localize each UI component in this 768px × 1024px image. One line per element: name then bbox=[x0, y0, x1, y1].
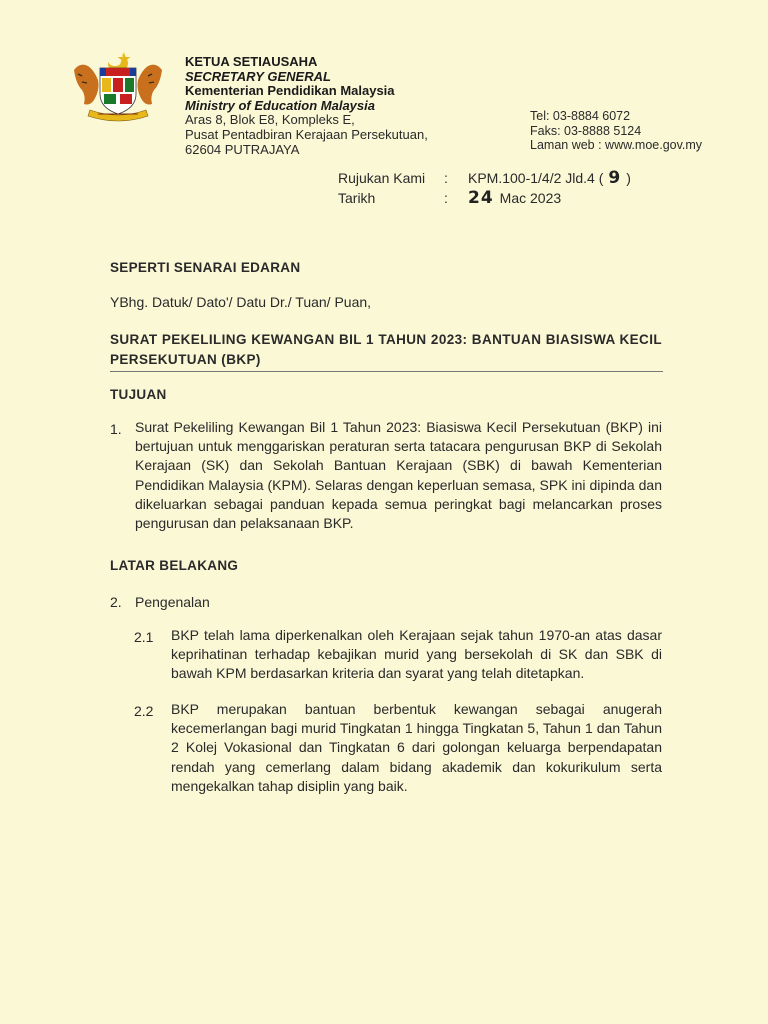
telephone: Tel: 03-8884 6072 bbox=[530, 109, 631, 123]
date-month-year: Mac 2023 bbox=[499, 190, 562, 206]
reference-handwritten-number: 9 bbox=[608, 168, 622, 188]
address-line-3: 62604 PUTRAJAYA bbox=[185, 141, 300, 157]
section-heading-latar-belakang: LATAR BELAKANG bbox=[110, 558, 239, 573]
address-line-2: Pusat Pentadbiran Kerajaan Persekutuan, bbox=[185, 126, 428, 142]
paragraph-2-1: BKP telah lama diperkenalkan oleh Kerajaan sejak tahun 1970-an atas dasar keprihatinan terhadap kebajikan murid yang bersekolah di SK dan SBK di bawah KPM berdasarkan kriteria dan syarat yang telah ditetapkan. bbox=[171, 627, 662, 682]
salutation: YBhg. Datuk/ Dato'/ Datu Dr./ Tuan/ Puan, bbox=[110, 294, 372, 310]
paragraph-1-number: 1. bbox=[110, 421, 122, 437]
section-heading-tujuan: TUJUAN bbox=[110, 387, 167, 402]
recipient: SEPERTI SENARAI EDARAN bbox=[110, 260, 301, 275]
reference-close: ) bbox=[626, 170, 631, 186]
reference-block bbox=[338, 168, 631, 208]
date-row bbox=[338, 188, 631, 208]
paragraph-2-1-number: 2.1 bbox=[134, 629, 154, 645]
address-line-1: Aras 8, Blok E8, Kompleks E, bbox=[185, 112, 355, 128]
coat-of-arms-icon bbox=[68, 48, 168, 124]
date-day-handwritten: 24 bbox=[468, 188, 494, 208]
website: Laman web : www.moe.gov.my bbox=[530, 138, 703, 153]
reference-row bbox=[338, 168, 631, 188]
reference-label: Rujukan Kami bbox=[338, 170, 426, 186]
contact-block bbox=[530, 109, 702, 153]
letterhead-title-en: SECRETARY GENERAL bbox=[185, 68, 331, 84]
paragraph-2-title: Pengenalan bbox=[135, 594, 210, 610]
reference-colon: : bbox=[444, 170, 448, 186]
reference-value: KPM.100-1/4/2 Jld.4 ( bbox=[468, 170, 604, 186]
subject-heading: SURAT PEKELILING KEWANGAN BIL 1 TAHUN 2023: BANTUAN BIASISWA KECIL PERSEKUTUAN (BKP) bbox=[110, 332, 662, 367]
letterhead bbox=[185, 55, 428, 157]
subject-divider bbox=[110, 371, 663, 372]
fax: Faks: 03-8888 5124 bbox=[530, 123, 642, 138]
letterhead-ministry-en: Ministry of Education Malaysia bbox=[185, 97, 375, 113]
paragraph-2-2: BKP merupakan bantuan berbentuk kewangan sebagai anugerah kecemerlangan bagi murid Tingkatan 1 hingga Tingkatan 5, Tahun 1 dan Tahun 2 Kolej Vokasional dan Tingkatan 6 dari golongan keluarga berpendapatan rendah yang cemerlang dalam bidang akademik dan kokurikulum serta mengekalkan tahap disiplin yang baik. bbox=[171, 701, 662, 794]
paragraph-1: Surat Pekeliling Kewangan Bil 1 Tahun 2023: Biasiswa Kecil Persekutuan (BKP) ini bertujuan untuk menggariskan peraturan serta tatacara pengurusan BKP di Sekolah Kerajaan (SK) dan Sekolah Bantuan Kerajaan (SBK) di bawah Kementerian Pendidikan Malaysia (KPM). Selaras dengan keperluan semasa, SPK ini dipinda dan dikeluarkan sebagai panduan kepada semua peringkat bagi melancarkan proses pengurusan dan pelaksanaan BKP. bbox=[135, 419, 662, 532]
date-label: Tarikh bbox=[338, 190, 376, 206]
paragraph-2-number: 2. bbox=[110, 594, 122, 610]
date-colon: : bbox=[444, 190, 448, 206]
letterhead-ministry: Kementerian Pendidikan Malaysia bbox=[185, 83, 395, 99]
paragraph-2-2-number: 2.2 bbox=[134, 703, 154, 719]
letterhead-title: KETUA SETIAUSAHA bbox=[185, 54, 318, 69]
